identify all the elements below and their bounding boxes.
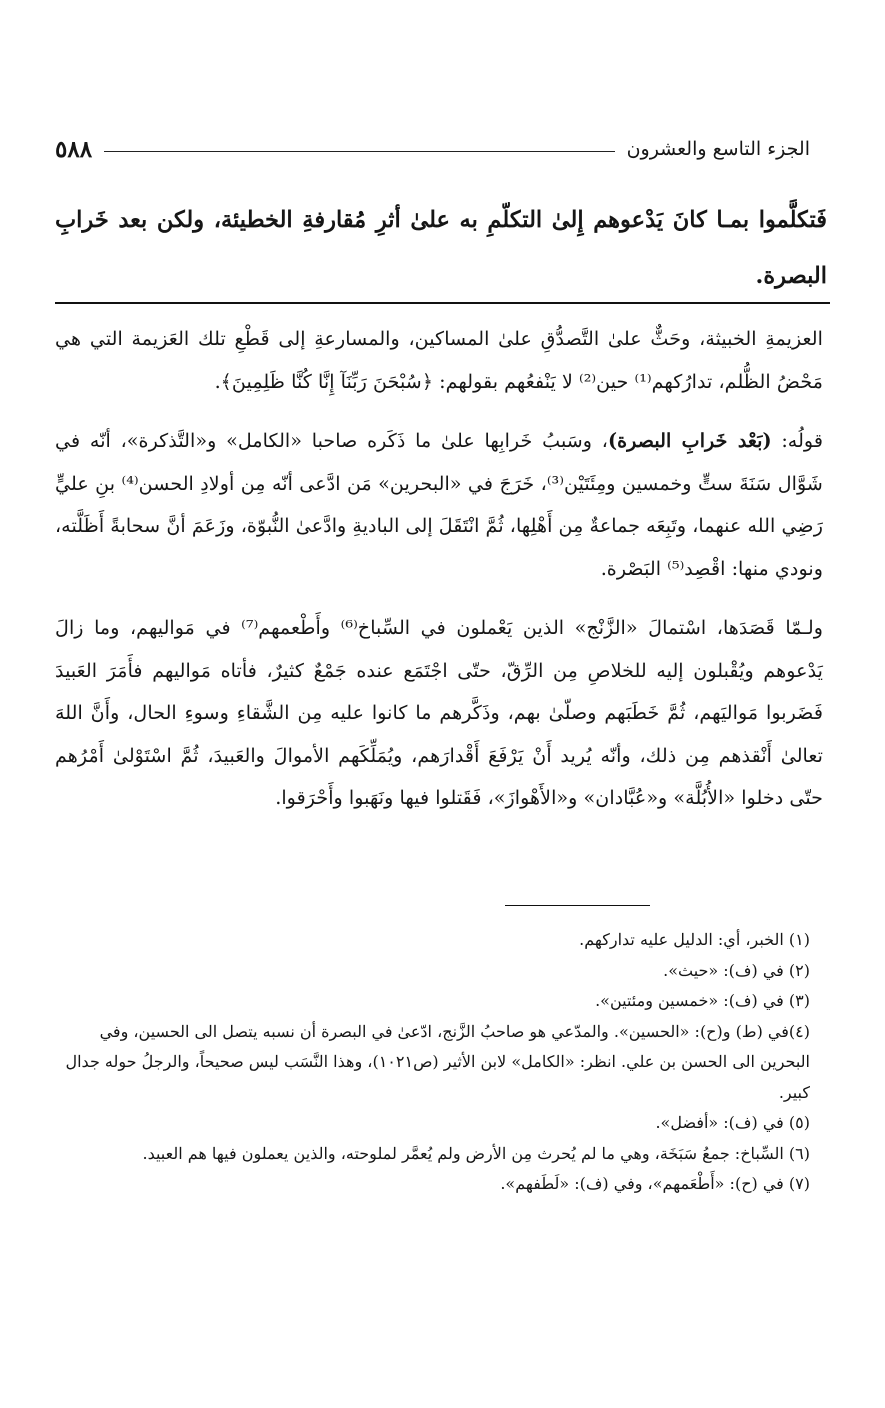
- quoted-phrase: (بَعْد خَرابِ البصرة): [608, 429, 772, 452]
- footnote-3: (٣) في (ف): «خمسين ومئتين».: [595, 991, 810, 1010]
- commentary-paragraph-3: ولـمّا قَصَدَها، اسْتمالَ «الزَّنْج» الذين يَعْملون في السِّباخ⁽⁶⁾ وأَطْعمهم⁽⁷⁾ في مَواليهم، وما زالَ يَدْعوهم ويُقْبلون إليه للخلاصِ مِن الرِّقّ، حتّى اجْتَمَع عنده جَمْعٌ كثيرٌ، فأتاه مَواليهم فأَمَرَ العَبيدَ فَضَربوا مَواليَهم، ثُمَّ خَطَبَهم وصلّىٰ بهم، وذَكَّرهم ما كانوا عليه مِن الشَّقاءِ وسوءِ الحال، وأَنَّ اللهَ تعالىٰ أَنْقذهم مِن ذلك، وأنّه يُريد أَنْ يَرْفَعَ أَقْدارَهم، ويُمَلِّكَهم الأموالَ والعَبيدَ، ثُمَّ اسْتَوْلىٰ أَمْرُهم حتّى دخلوا «الأُبُلَّة» و«عُبَّادان» و«الأَهْوازَ»، فَقَتلوا فيها ونَهَبوا وأَحْرَقوا.: [55, 616, 823, 809]
- commentary-body: ، وسَببُ خَرابِها علىٰ ما ذَكَره صاحبا «الكامل» و«التَّذكرة»، أنّه في شَوَّال سَنَةَ ستٍّ وخمسين ومِئَتَيْن⁽³⁾، خَرَجَ في «البحرين» مَن ادَّعى أنّه مِن أولادِ الحسن⁽⁴⁾ بنِ عليٍّ رَضِي الله عنهما، وتَبِعَه جماعةٌ مِن أَهْلِها، ثُمَّ انْتَقَلَ إلى الباديةِ وادَّعىٰ النُّبوّة، وزَعَمَ أنَّ سحابةً أَظَلَّته، ونودي منها: اقْصِد⁽⁵⁾ البَصْرة.: [54, 429, 823, 580]
- footnotes: [55, 925, 810, 1200]
- page-number: ٥٨٨: [55, 135, 93, 163]
- footnote-2: (٢) في (ف): «حيث».: [663, 960, 810, 980]
- commentary-lead: قولُه:: [771, 429, 823, 452]
- running-title: الجزء التاسع والعشرون: [626, 138, 810, 160]
- footnote-divider: [505, 905, 650, 906]
- footnote-7: (٧) في (ح): «أَطْعَمهم»، وفي (ف): «لَطَفهم».: [500, 1174, 810, 1193]
- footnote-5: (٥) في (ف): «أفضل».: [655, 1113, 810, 1132]
- footnote-1: (١) الخبر، أي: الدليل عليه تداركهم.: [579, 930, 810, 949]
- matn-divider: [55, 302, 830, 304]
- commentary-paragraph-1: العزيمةِ الخبيثة، وحَثٌّ علىٰ التَّصدُّقِ علىٰ المساكين، والمسارعةِ إلى قَطْعِ تلك العَزيمة التي هي مَحْضُ الظُّلم، تدارُكهم⁽¹⁾ حين⁽²⁾ لا يَنْفعُهم بقولهم: ﴿سُبْحَنَ رَبِّنَآ إِنَّا كُنَّا ظَلِمِينَ﴾.: [55, 327, 823, 393]
- commentary-paragraph-2: [55, 420, 823, 590]
- commentary: [55, 318, 823, 837]
- footnote-4: (٤)في (ط) و(ح): «الحسين». والمدّعي هو صاحبُ الزَّنج، ادّعىٰ في البصرة أن نسبه يتصل الى الحسين، وفي البحرين الى الحسن بن علي. انظر: «الكامل» لابن الأثير (ص١٠٢١)، وهذا النَّسَب ليس صحيحاً، والرجلُ حوله جدال كبير.: [65, 1021, 810, 1102]
- header-rule: [104, 151, 615, 152]
- matn-text: فَتكلَّموا بمـا كانَ يَدْعوهم إِلىٰ التكلّمِ به علىٰ أثرِ مُقارفةِ الخطيئة، ولكن بعد خَرابِ البصرة.: [55, 207, 827, 289]
- page-header: [55, 132, 810, 166]
- footnote-6: (٦) السِّباخ: جمعُ سَبَخَة، وهي ما لم يُحرث مِن الأرض ولم يُعمَّر لملوحته، والذين يعملون فيها هم العبيد.: [142, 1143, 810, 1163]
